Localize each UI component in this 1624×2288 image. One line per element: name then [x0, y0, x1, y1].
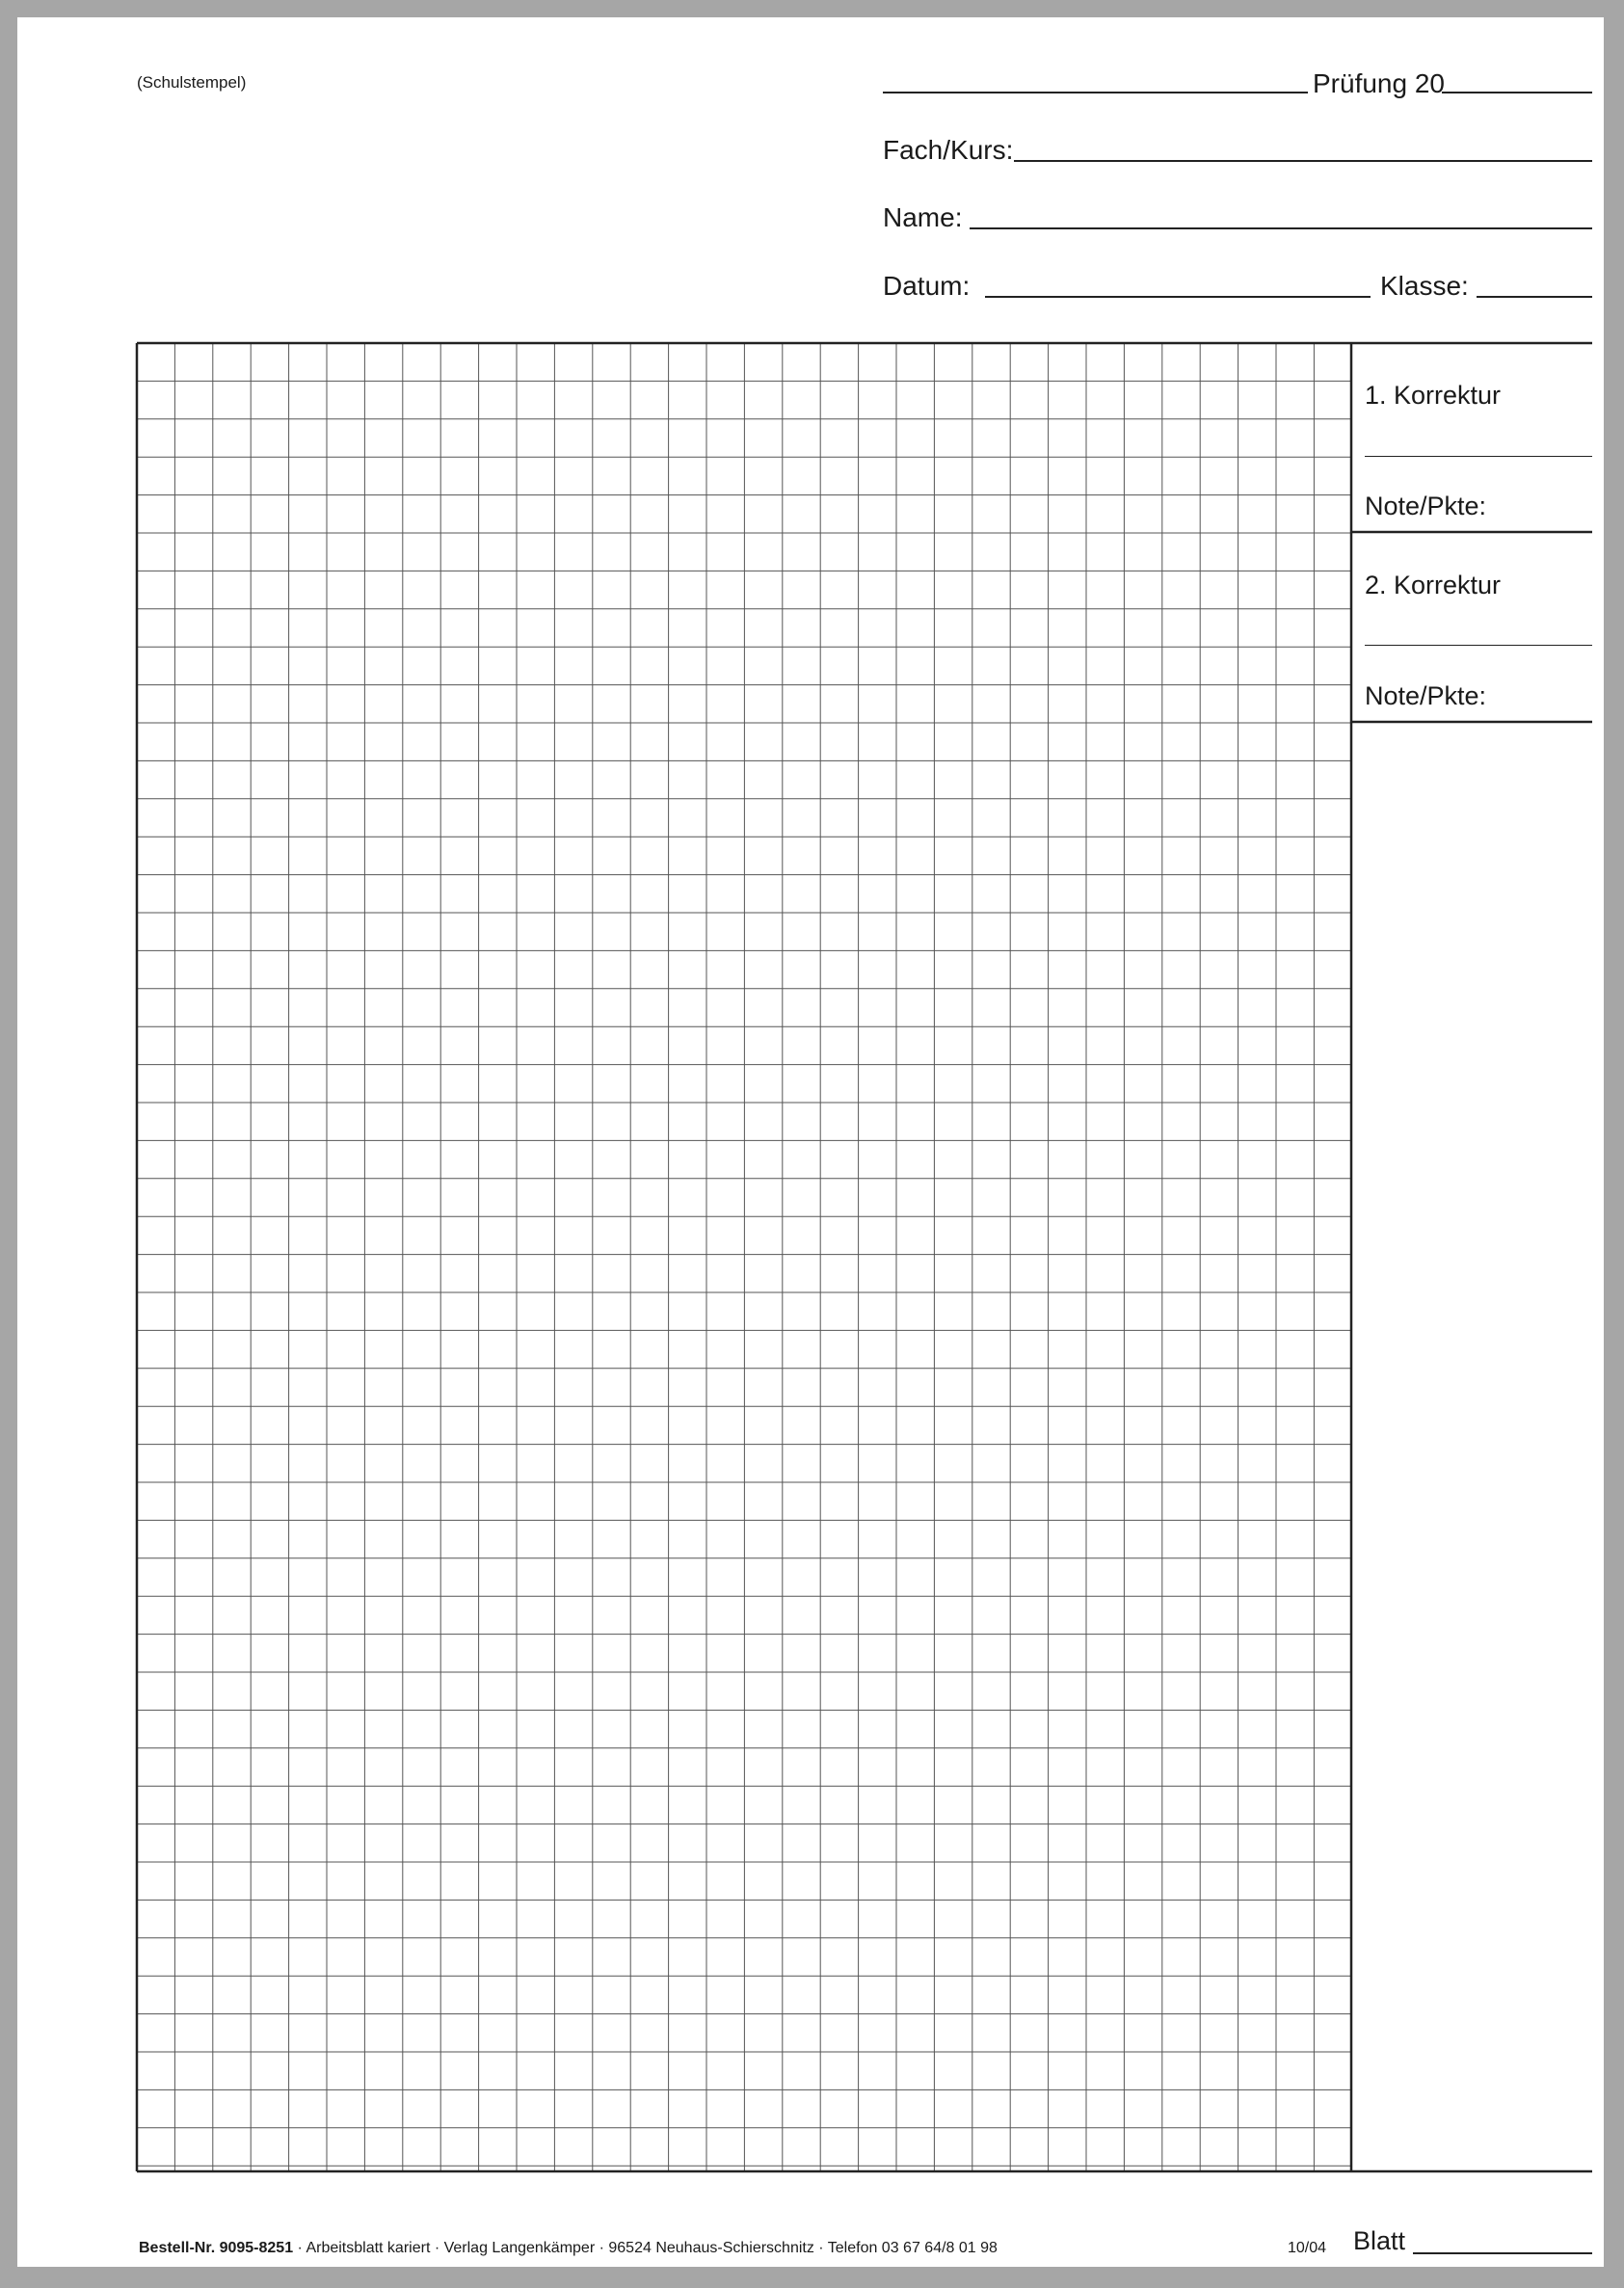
page-label: Blatt: [1353, 2226, 1406, 2255]
order-number: Bestell-Nr. 9095-8251: [139, 2240, 294, 2256]
second-correction-label: 2. Korrektur: [1365, 571, 1502, 599]
exam-sheet: [17, 17, 1604, 2267]
date-label: Datum:: [883, 271, 971, 301]
name-label: Name:: [883, 202, 963, 232]
subject-label: Fach/Kurs:: [883, 135, 1014, 165]
page-number-field[interactable]: [1413, 2252, 1592, 2254]
first-correction-signature-field[interactable]: [1365, 456, 1592, 457]
first-correction-label: 1. Korrektur: [1365, 381, 1502, 410]
exam-label: Prüfung 20: [1313, 68, 1445, 98]
second-grade-label: Note/Pkte:: [1365, 681, 1487, 710]
school-stamp-label: (Schulstempel): [137, 73, 247, 92]
footer-info: [139, 2241, 998, 2256]
publisher-info: · Arbeitsblatt kariert · Verlag Langenkämper · 96524 Neuhaus-Schierschnitz · Telefon 03 67 64/8 01 98: [293, 2240, 998, 2256]
first-grade-label: Note/Pkte:: [1365, 492, 1487, 520]
squared-writing-area[interactable]: [17, 17, 1604, 2267]
class-label: Klasse:: [1380, 271, 1469, 301]
form-version: 10/04: [1288, 2240, 1327, 2256]
second-correction-signature-field[interactable]: [1365, 645, 1592, 646]
